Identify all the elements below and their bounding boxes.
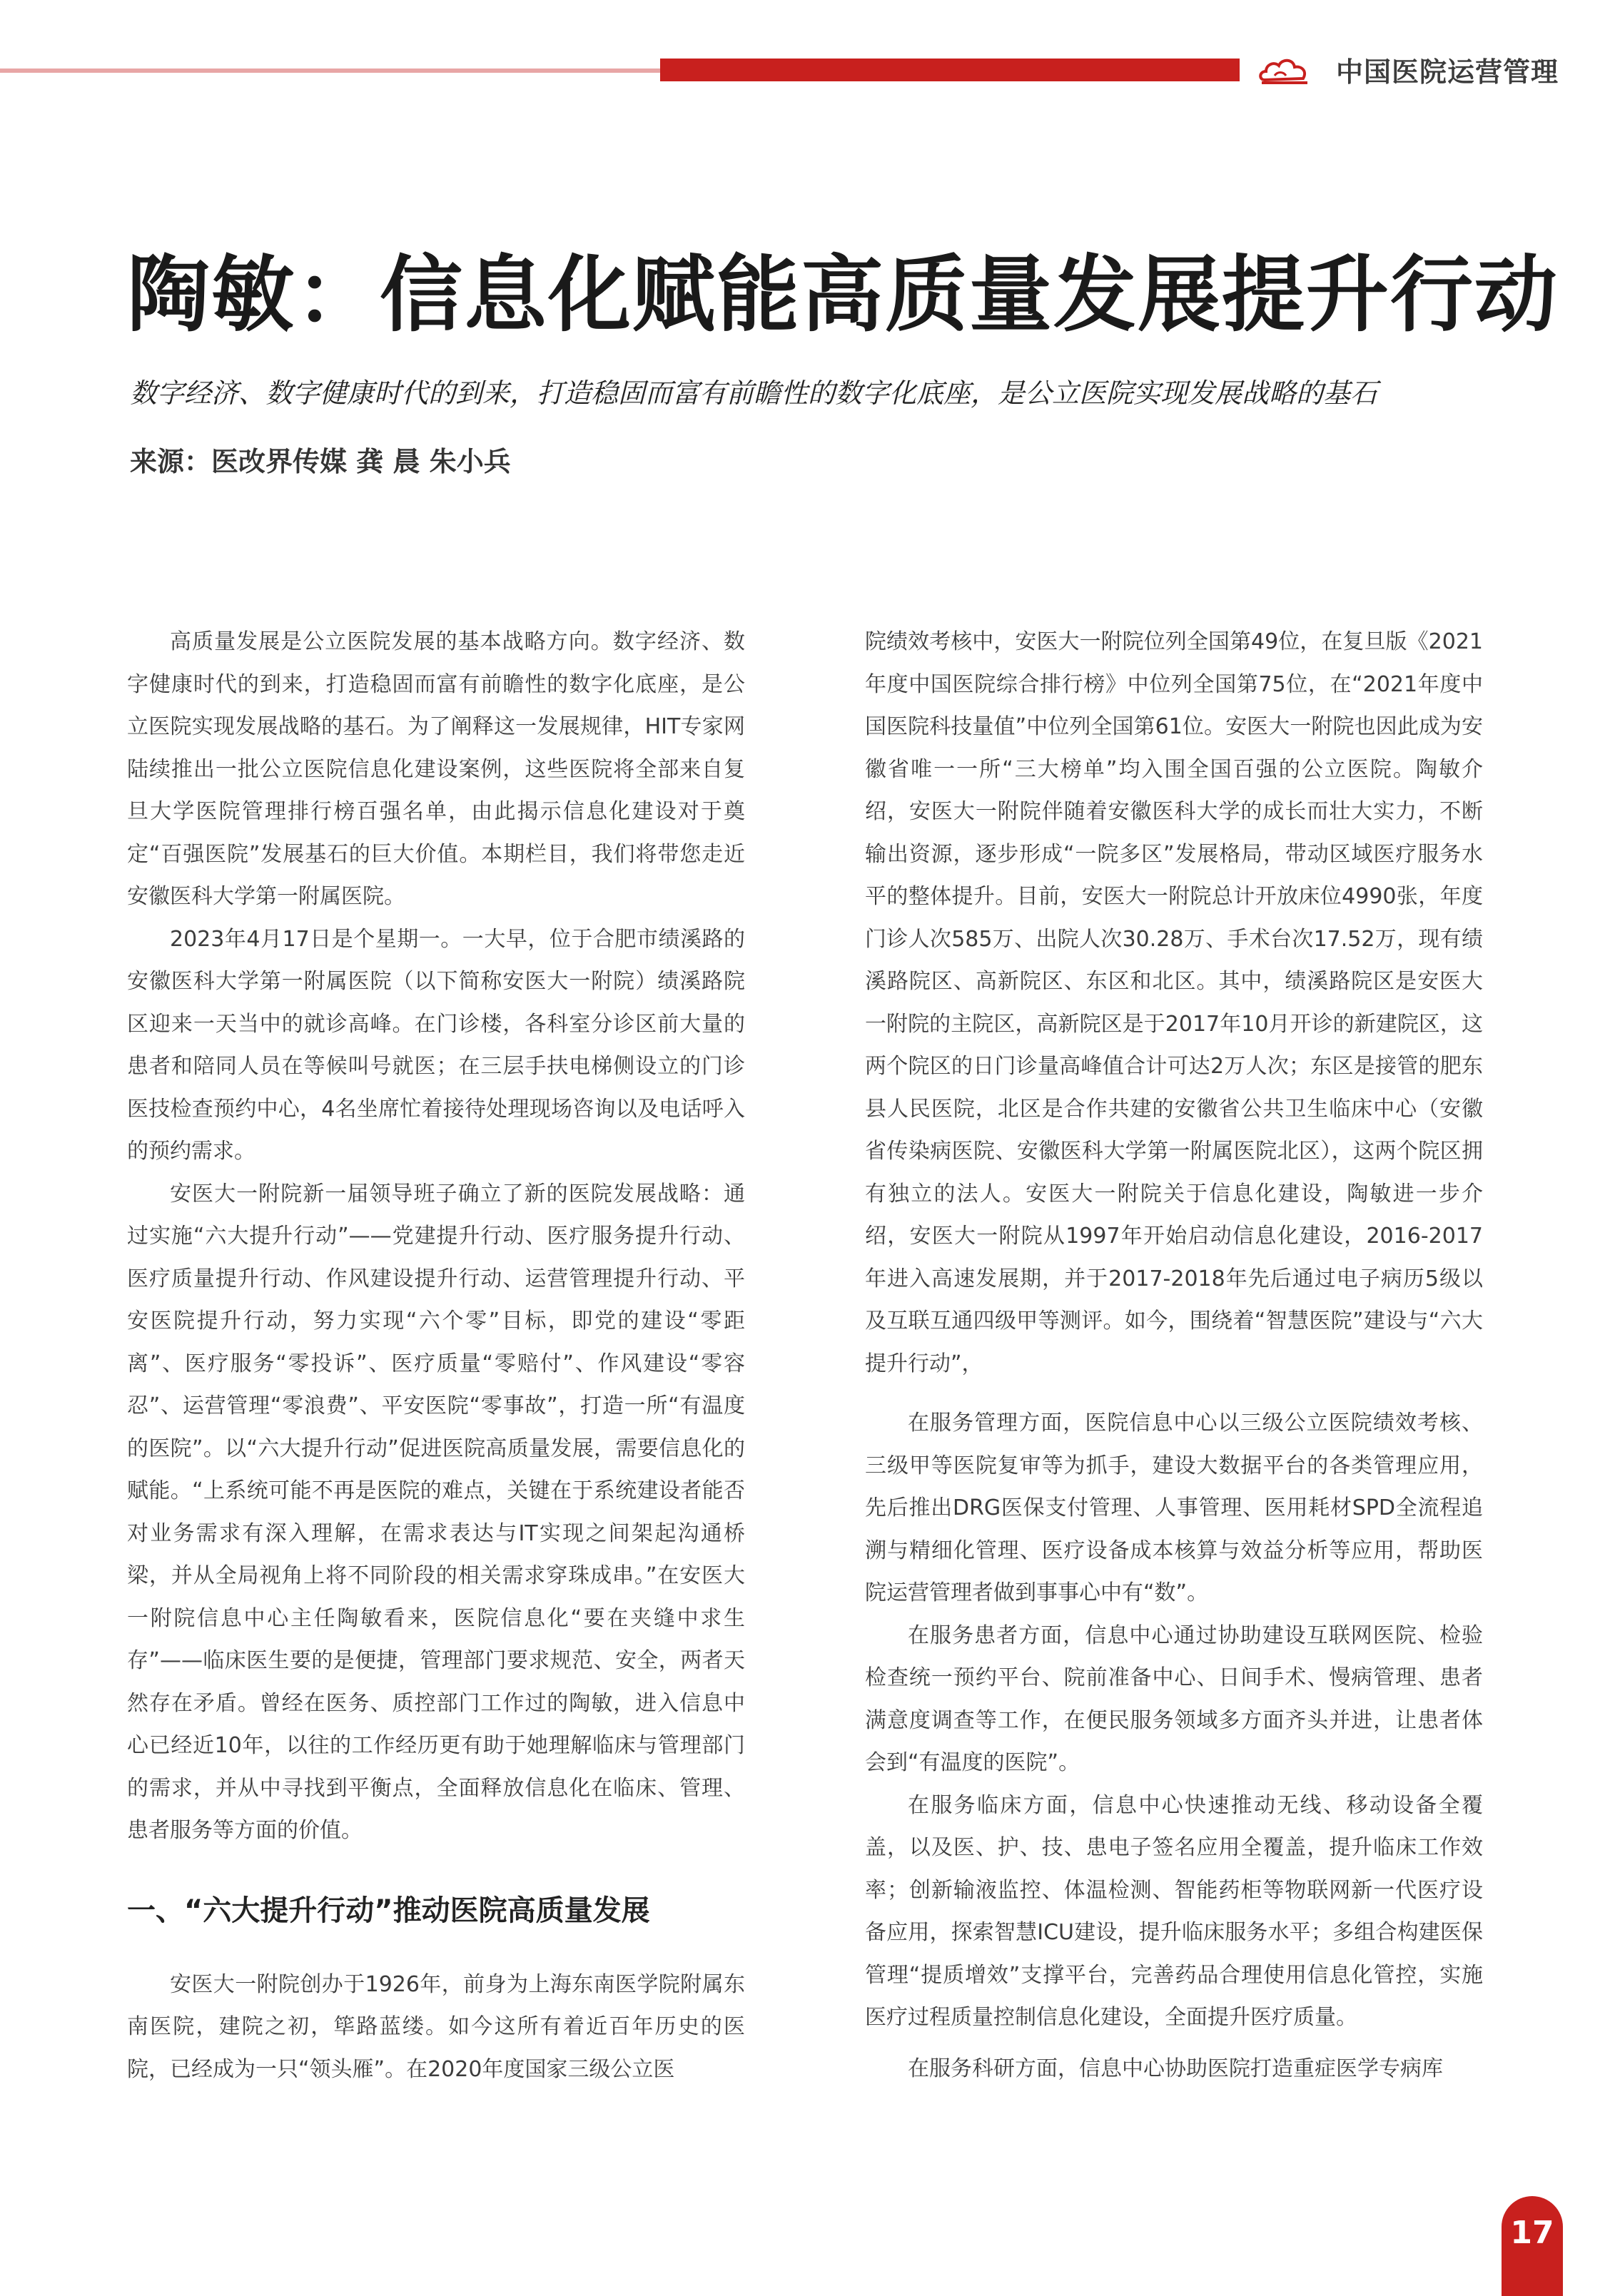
section-heading: 一、“六大提升行动”推动医院高质量发展 (127, 1894, 650, 1927)
cloud-logo-icon (1257, 54, 1310, 86)
paragraph: 在服务患者方面，信息中心通过协助建设互联网医院、检验检查统一预约平台、院前准备中心、日间手术、慢病管理、患者满意度调查等工作，在便民服务领域多方面齐头并进，让患者体会到“有温度的医院”。 (865, 1622, 1483, 1775)
header-rule-thin (0, 68, 660, 73)
paragraph: 安医大一附院创办于1926年，前身为上海东南医学院附属东南医院，建院之初，筚路蓝缕。如今这所有着近百年历史的医院，已经成为一只“领头雁”。在2020年度国家三级公立医 (127, 1971, 745, 2082)
paragraph: 院绩效考核中，安医大一附院位列全国第49位，在复旦版《2021年度中国医院综合排行榜》中位列全国第75位，在“2021年度中国医院科技量值”中位列全国第61位。安医大一附院也因此成为安徽省唯一一所“三大榜单”均入围全国百强的公立医院。陶敏介绍，安医大一附院伴随着安徽医科大学的成长而壮大实力，不断输出资源，逐步形成“一院多区”发展格局，带动区域医疗服务水平的整体提升。目前，安医大一附院总计开放床位4990张，年度门诊人次585万、出院人次30.28万、手术台次17.52万，现有绩溪路院区、高新院区、东区和北区。其中，绩溪路院区是安医大一附院的主院区，高新院区是于2017年10月开诊的新建院区，这两个院区的日门诊量高峰值合计可达2万人次；东区是接管的肥东县人民医院，北区是合作共建的安徽省公共卫生临床中心（安徽省传染病医院、安徽医科大学第一附属医院北区），这两个院区拥有独立的法人。安医大一附院关于信息化建设，陶敏进一步介绍，安医大一附院从1997年开始启动信息化建设，2016-2017年进入高速发展期，并于2017-2018年先后通过电子病历5级以及互联互通四级甲等测评。如今，围绕着“智慧医院”建设与“六大提升行动”， (865, 629, 1483, 1376)
publication-brand: 中国医院运营管理 (1336, 56, 1559, 88)
paragraph: 高质量发展是公立医院发展的基本战略方向。数字经济、数字健康时代的到来，打造稳固而富有前瞻性的数字化底座，是公立医院实现发展战略的基石。为了阐释这一发展规律，HIT专家网陆续推出一批公立医院信息化建设案例，这些医院将全部来自复旦大学医院管理排行榜百强名单，由此揭示信息化建设对于奠定“百强医院”发展基石的巨大价值。本期栏目，我们将带您走近安徽医科大学第一附属医院。 (127, 629, 745, 909)
paragraph: 在服务临床方面，信息中心快速推动无线、移动设备全覆盖，以及医、护、技、患电子签名应用全覆盖，提升临床工作效率；创新输液监控、体温检测、智能药柜等物联网新一代医疗设备应用，探索智慧ICU建设，提升临床服务水平；多组合构建医保管理“提质增效”支撑平台，完善药品合理使用信息化管控，实施医疗过程质量控制信息化建设，全面提升医疗质量。 (865, 1792, 1483, 2030)
paragraph: 在服务科研方面，信息中心协助医院打造重症医学专病库 (908, 2056, 1443, 2081)
article-title: 陶敏：信息化赋能高质量发展提升行动 (127, 247, 1559, 343)
left-column (127, 621, 745, 2091)
page-number: 17 (1510, 2215, 1554, 2251)
paragraph: 安医大一附院新一届领导班子确立了新的医院发展战略：通过实施“六大提升行动”——党建提升行动、医疗服务提升行动、医疗质量提升行动、作风建设提升行动、运营管理提升行动、平安医院提升行动，努力实现“六个零”目标，即党的建设“零距离”、医疗服务“零投诉”、医疗质量“零赔付”、作风建设“零容忍”、运营管理“零浪费”、平安医院“零事故”，打造一所“有温度的医院”。以“六大提升行动”促进医院高质量发展，需要信息化的赋能。“上系统可能不再是医院的难点，关键在于系统建设者能否对业务需求有深入理解，在需求表达与IT实现之间架起沟通桥梁，并从全局视角上将不同阶段的相关需求穿珠成串。”在安医大一附院信息中心主任陶敏看来，医院信息化“要在夹缝中求生存”——临床医生要的是便捷，管理部门要求规范、安全，两者天然存在矛盾。曾经在医务、质控部门工作过的陶敏，进入信息中心已经近10年，以往的工作经历更有助于她理解临床与管理部门的需求，并从中寻找到平衡点，全面释放信息化在临床、管理、患者服务等方面的价值。 (127, 1181, 745, 1843)
paragraph: 在服务管理方面，医院信息中心以三级公立医院绩效考核、三级甲等医院复审等为抓手，建设大数据平台的各类管理应用，先后推出DRG医保支付管理、人事管理、医用耗材SPD全流程追溯与精细化管理、医疗设备成本核算与效益分析等应用，帮助医院运营管理者做到事事心中有“数”。 (865, 1411, 1483, 1605)
article-subtitle: 数字经济、数字健康时代的到来，打造稳固而富有前瞻性的数字化底座，是公立医院实现发展战略的基石 (130, 377, 1378, 409)
right-column (865, 621, 1483, 2090)
article-byline: 来源：医改界传媒 龚 晨 朱小兵 (130, 446, 511, 477)
header-rule-thick (660, 59, 1240, 81)
paragraph: 2023年4月17日是个星期一。一大早，位于合肥市绩溪路的安徽医科大学第一附属医院（以下简称安医大一附院）绩溪路院区迎来一天当中的就诊高峰。在门诊楼，各科室分诊区前大量的患者和陪同人员在等候叫号就医；在三层手扶电梯侧设立的门诊医技检查预约中心，4名坐席忙着接待处理现场咨询以及电话呼入的预约需求。 (127, 926, 745, 1164)
